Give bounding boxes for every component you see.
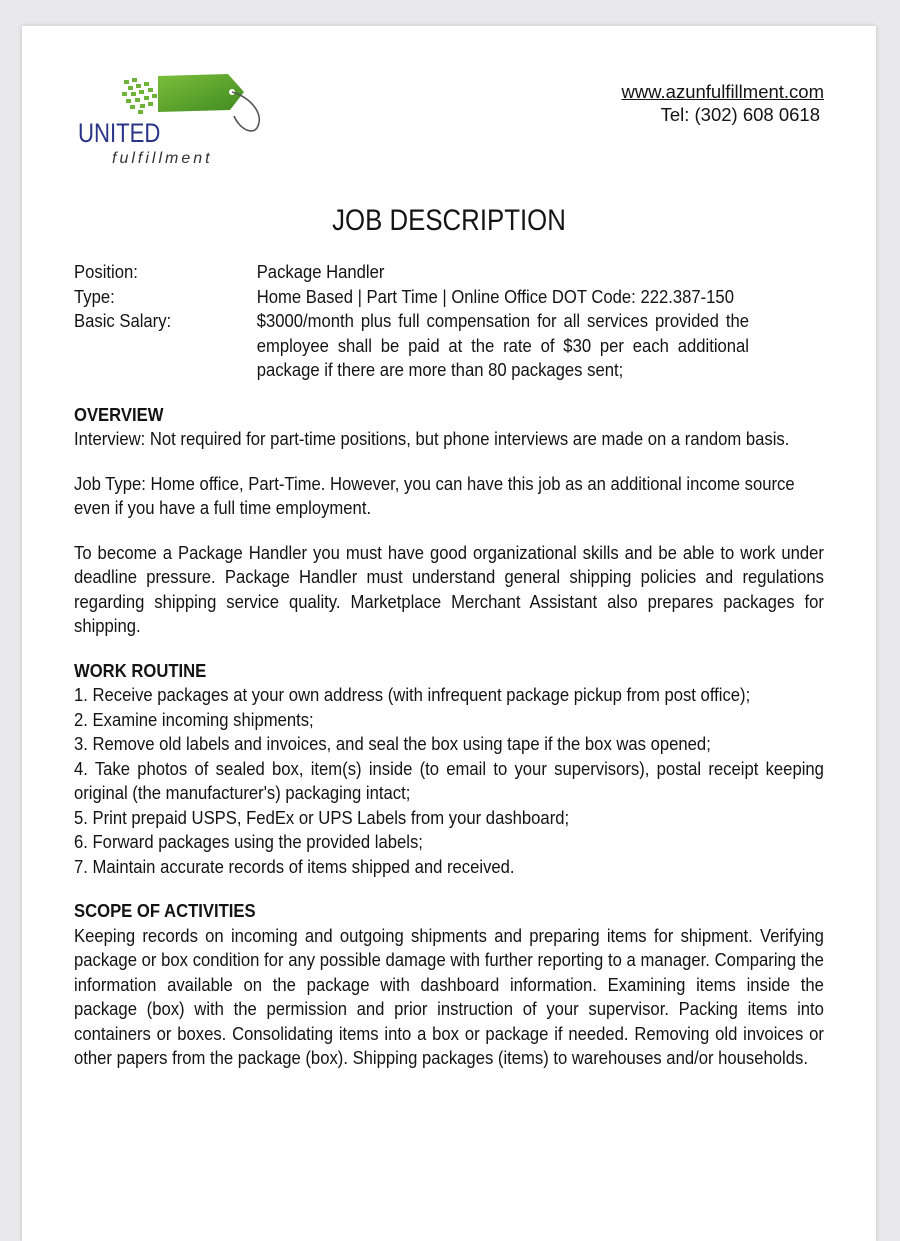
contact-block (621, 80, 824, 126)
position-label: Position: (74, 261, 138, 282)
work-routine-item: 4. Take photos of sealed box, item(s) inside (to email to your supervisors), postal receipt keeping original (the manufacturer's) packaging intact; (74, 757, 824, 803)
overview-description: To become a Package Handler you must have good organizational skills and be able to work under deadline pressure. Package Handler must understand general shipping policies and regulations regarding shipping service quality. Marketplace Merchant Assistant also prepares packages for shipping. (74, 541, 824, 636)
overview-job-type: Job Type: Home office, Part-Time. However, you can have this job as an additional income source even if you have a full time employment. (74, 472, 795, 518)
position-row (74, 260, 824, 285)
position-value: Package Handler (256, 261, 385, 282)
salary-row (74, 309, 824, 383)
work-routine-item: 5. Print prepaid USPS, FedEx or UPS Labels from your dashboard; (74, 806, 570, 828)
salary-value: $3000/month plus full compensation for all services provided the employee shall be paid at the rate of $30 per each additional package if there are more than 80 packages sent; (256, 310, 749, 380)
type-row (74, 285, 824, 310)
work-routine-item: 2. Examine incoming shipments; (74, 708, 314, 730)
logo-tagline: fulfillment (112, 150, 213, 167)
logo-wordmark: UNITED (78, 118, 161, 148)
work-routine-item: 6. Forward packages using the provided labels; (74, 831, 423, 852)
document-page (22, 26, 876, 1241)
work-routine-item: 3. Remove old labels and invoices, and seal the box using tape if the box was opened; (74, 733, 711, 754)
scope-heading: SCOPE OF ACTIVITIES (74, 900, 256, 921)
scope-text: Keeping records on incoming and outgoing shipments and preparing items for shipment. Verifying package or box condition for any possible damage with further reporting to a manager. Comparing the information available on the package with dashboard information. Examining items inside the package (box) with the permission and prior instruction of your supervisor. Packing items into containers or boxes. Consolidating items into a box or package if needed. Removing old invoices or other papers from the package (box). Shipping packages (items) to warehouses and/or households. (74, 924, 824, 1068)
website-link[interactable]: www.azunfulfillment.com (621, 81, 824, 102)
work-routine-item: 7. Maintain accurate records of items shipped and received. (74, 855, 515, 877)
salary-label: Basic Salary: (74, 310, 172, 331)
document-body (74, 260, 824, 1071)
overview-interview: Interview: Not required for part-time positions, but phone interviews are made on a random basis. (74, 428, 790, 449)
page-title: JOB DESCRIPTION (332, 204, 566, 237)
phone-number: Tel: (302) 608 0618 (660, 104, 820, 125)
company-logo (78, 74, 264, 170)
work-routine-heading: WORK ROUTINE (74, 659, 207, 681)
overview-heading: OVERVIEW (74, 403, 164, 425)
type-label: Type: (74, 285, 115, 307)
type-value: Home Based | Part Time | Online Office DOT Code: 222.387-150 (256, 285, 734, 307)
work-routine-item: 1. Receive packages at your own address (with infrequent package pickup from post office); (74, 684, 751, 705)
